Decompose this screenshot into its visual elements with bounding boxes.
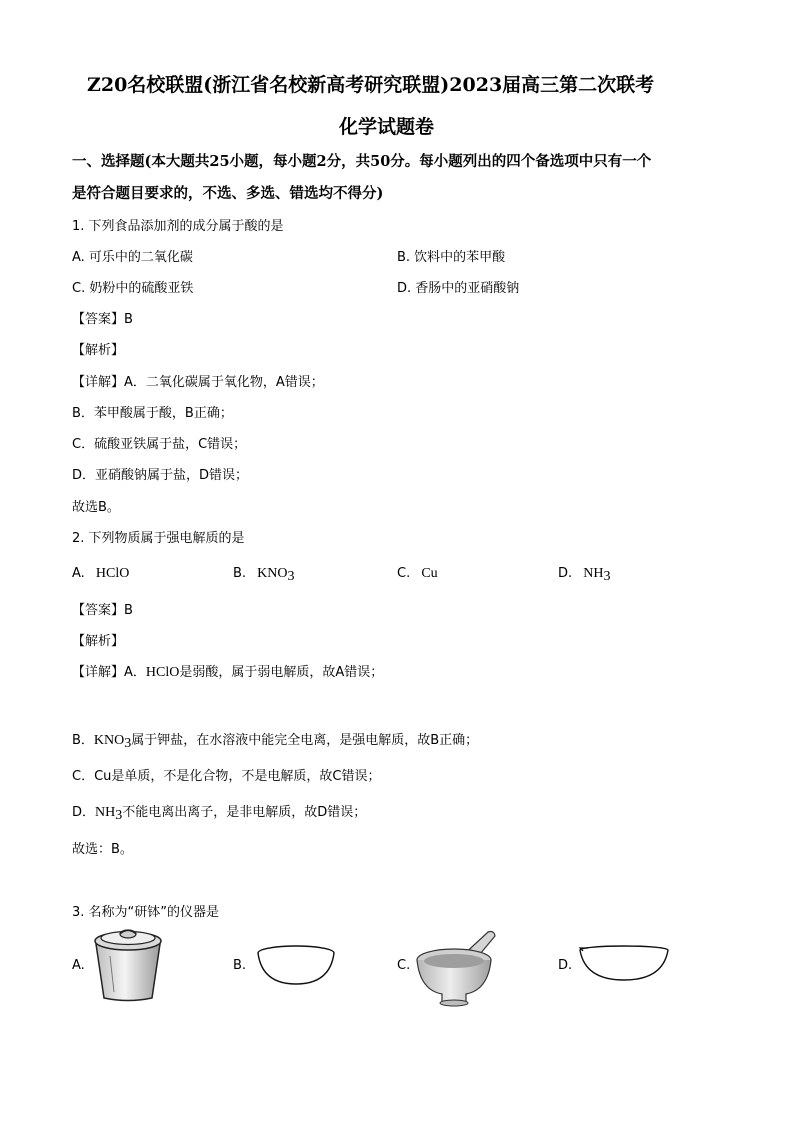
exam-subtitle: 化学试题卷 [339,116,435,138]
q2-option-d-label: D. [558,566,573,581]
q2-option-b [233,562,295,585]
q2-analysis-label: 【解析】 [72,634,125,649]
q2-option-a [72,562,129,582]
dish-image [256,944,336,988]
q2-detail-b-formula: KNO [93,733,125,748]
q1-answer: 【答案】B [72,312,133,327]
q2-detail-a-formula: HClO [145,665,180,680]
q2-detail-b [72,729,478,752]
q1-detail-c: C．硫酸亚铁属于盐，C错误； [72,437,247,452]
q1-detail-b: B．苯甲酸属于酸，B正确； [72,406,233,421]
q1-option-a: A. 可乐中的二氧化碳 [72,250,193,265]
q1-stem: 1. 下列食品添加剂的成分属于酸的是 [72,219,284,234]
q2-option-b-label: B. [233,566,247,581]
q1-conclusion: 故选B。 [72,500,120,515]
mortar-and-pestle-image [414,928,498,1008]
q3-stem: 3. 名称为“研钵”的仪器是 [72,905,220,920]
q3-option-a-label: A. [72,958,85,973]
q2-option-c-label: C. [397,566,411,581]
q2-detail-c: C．Cu是单质，不是化合物，不是电解质，故C错误； [72,769,381,784]
q1-option-b: B. 饮料中的苯甲酸 [397,250,506,265]
q2-option-d-subscript: 3 [603,569,611,584]
q2-answer: 【答案】B [72,603,133,618]
q2-detail-a-text: 是弱酸，属于弱电解质，故A错误； [179,665,384,680]
q2-detail-a [72,661,383,681]
q1-detail-d: D．亚硝酸钠属于盐，D错误； [72,468,249,483]
q1-option-d: D. 香肠中的亚硝酸钠 [397,281,520,296]
q2-conclusion: 故选：B。 [72,842,133,857]
q2-option-c-formula: Cu [421,566,438,581]
q3-option-c-label: C. [397,958,411,973]
exam-title: Z20名校联盟(浙江省名校新高考研究联盟)2023届高三第二次联考 [87,74,655,96]
q2-stem: 2. 下列物质属于强电解质的是 [72,531,245,546]
q1-detail-a: 【详解】A．二氧化碳属于氧化物，A错误； [72,375,324,390]
q2-detail-a-prefix: 【详解】A． [72,665,146,680]
q2-option-b-formula: KNO [257,566,288,581]
q3-option-b-label: B. [233,958,247,973]
evaporating-dish-image [577,942,671,986]
q2-option-b-subscript: 3 [287,569,295,584]
q2-detail-d-subscript: 3 [115,808,123,823]
q1-analysis-label: 【解析】 [72,343,125,358]
q2-detail-b-subscript: 3 [124,736,132,751]
section-header-line1: 一、选择题(本大题共25小题，每小题2分，共50分。每小题列出的四个备选项中只有一个 [72,153,652,170]
q2-option-d-formula: NH [583,566,604,581]
q2-detail-d-prefix: D． [72,805,96,820]
q3-option-d-label: D. [558,958,573,973]
q2-option-a-formula: HClO [95,566,130,581]
crucible-image [88,926,168,1004]
q2-option-c [397,562,438,582]
q1-option-c: C. 奶粉中的硫酸亚铁 [72,281,194,296]
q2-detail-d-text: 不能电离出离子，是非电解质，故D错误； [122,805,367,820]
q2-detail-b-prefix: B． [72,733,94,748]
section-header-line2: 是符合题目要求的，不选、多选、错选均不得分) [72,185,384,202]
q2-detail-d [72,801,366,824]
q2-detail-b-text: 属于钾盐，在水溶液中能完全电离，是强电解质，故B正确； [131,733,479,748]
q2-option-d [558,562,610,585]
q2-detail-d-formula: NH [95,805,116,820]
q2-option-a-label: A. [72,566,85,581]
